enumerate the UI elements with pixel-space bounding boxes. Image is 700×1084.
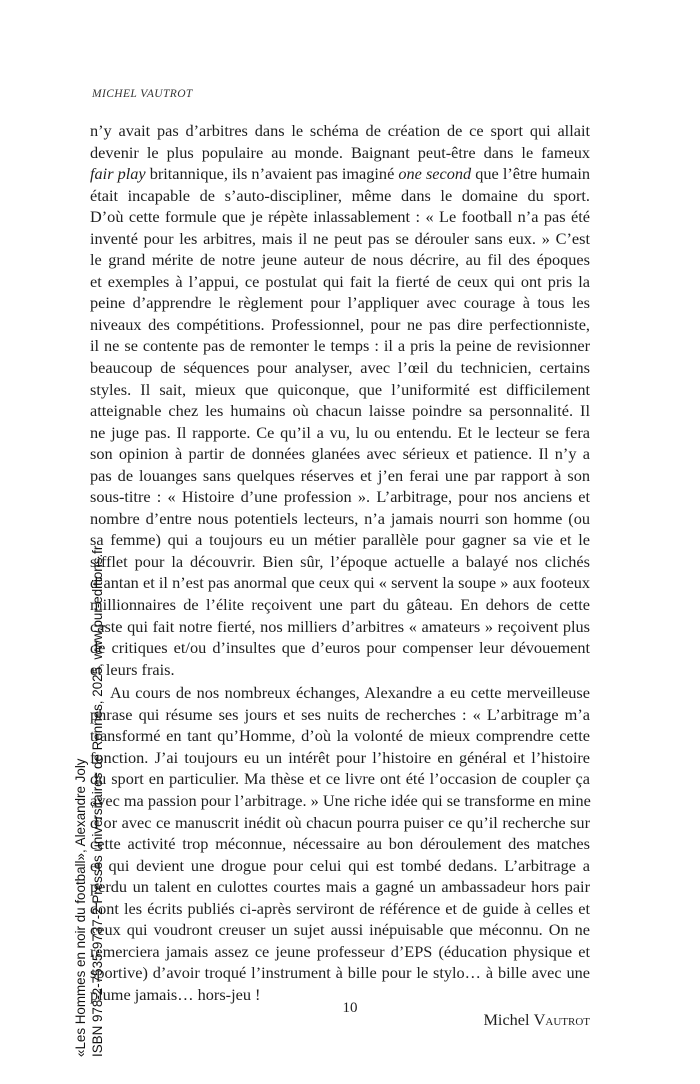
page-number: 10 <box>342 1000 358 1016</box>
text-line: et qui devient une drogue pour celui qui est tombé dedans. L’arbitrage a <box>90 855 590 875</box>
text-line: inventé pour les arbitres, mais il ne peut pas se dérouler sans eux. » C’est <box>90 228 590 248</box>
text-line: était incapable de s’auto-discipliner, même dans le domaine du sport. <box>90 185 590 205</box>
text-line: transformé en tant qu’Homme, d’où la volonté de mieux comprendre cette <box>90 726 590 746</box>
text-line: et exemples à l’appui, ce postulat qui fait la fierté de ceux qui ont pris la <box>90 271 590 291</box>
text-line: du sport en particulier. Ma thèse et ce livre ont été l’occasion de coupler ça <box>90 769 590 789</box>
text-line: sifflet pour la découvrir. Bien sûr, l’époque actuelle a balayé nos clichés <box>90 551 590 571</box>
text-line: pas de louanges sans quelques réserves et j’en ferai une par rapport à son <box>90 465 590 485</box>
text-line: remerciera jamais assez ce jeune professeur d’EPS (éducation physique et <box>90 941 590 961</box>
text-line: nombre d’entre nous potentiels lecteurs, n’a jamais nourri son homme (ou <box>90 508 590 528</box>
running-header: MICHEL VAUTROT <box>92 88 193 100</box>
text-line: sous-titre : « Histoire d’une profession ». L’arbitrage, pour nos anciens et <box>90 487 590 507</box>
text-line: millionnaires de l’élite reçoivent une part du gâteau. En dehors de cette <box>90 595 590 615</box>
text-line: perdu un talent en culottes courtes mais a gagné un ambassadeur hors pair <box>90 877 590 897</box>
text-line: et leurs frais. <box>90 659 175 679</box>
side-credit <box>72 546 106 1057</box>
text-segment: britannique, ils n’avaient pas imaginé <box>145 164 399 184</box>
paragraph-2 <box>90 682 590 1005</box>
paragraph-1 <box>90 120 590 680</box>
text-line: caste qui fait notre fierté, nos milliers d’arbitres « amateurs » reçoivent plus <box>90 616 590 636</box>
text-line: plume jamais… hors-jeu ! <box>90 984 261 1004</box>
italic-phrase: fair play <box>90 164 146 184</box>
text-line: n’y avait pas d’arbitres dans le schéma de création de ce sport qui allait <box>90 121 590 140</box>
text-line: il ne se contente pas de remonter le temps : il a pris la peine de revisionner <box>90 336 590 356</box>
body-text <box>90 120 590 1031</box>
text-line: ceux qui voudront creuser un sujet aussi inépuisable que méconnu. On ne <box>90 920 590 940</box>
text-line: de critiques et/ou d’insultes que d’euros pour compenser leur dévouement <box>90 638 590 658</box>
signature-last-name: Vautrot <box>533 1010 590 1030</box>
text-line: d’antan et il n’est pas anormal que ceux qui « servent la soupe » aux footeux <box>90 573 590 593</box>
text-line: fonction. J’ai toujours eu un intérêt pour l’histoire en général et l’histoire <box>90 747 590 767</box>
side-credit-isbn: ISBN 978-2-7535-9737-2 Presses universitaires de Rennes, 2025, www.pur-editions.fr <box>90 545 105 1057</box>
text-line: sportive) d’avoir troqué l’instrument à bille pour le stylo… à bille avec une <box>90 963 590 983</box>
text-line <box>90 163 590 185</box>
signature-first-name: Michel <box>483 1010 534 1030</box>
text-line: ne juge pas. Il rapporte. Ce qu’il a vu, lu ou entendu. Et le lecteur se fera <box>90 422 590 442</box>
text-line: niveaux des compétitions. Professionnel, pour ne pas dire perfectionniste, <box>90 314 590 334</box>
text-line: beaucoup de séquences pour analyser, avec l’œil du technicien, certains <box>90 358 590 378</box>
text-line: Au cours de nos nombreux échanges, Alexandre a eu cette merveilleuse <box>110 683 590 703</box>
text-segment: que l’être humain <box>471 164 591 184</box>
text-line: avec ma passion pour l’arbitrage. » Une riche idée qui se transforme en mine <box>90 790 591 810</box>
text-line: peine d’apprendre le règlement pour l’appliquer avec courage à tous les <box>90 293 590 313</box>
text-line: son opinion à partir de données glanées avec sérieux et patience. Il n’y a <box>90 444 590 464</box>
text-line: atteignable chez les humains où chacun laisse poindre sa personnalité. Il <box>90 401 590 421</box>
text-line: cette activité trop méconnue, nécessaire au bon déroulement des matches <box>90 834 590 854</box>
text-line: D’où cette formule que je répète inlassablement : « Le football n’a pas été <box>90 207 590 227</box>
text-line: d’or avec ce manuscrit inédit où chacun pourra puiser ce qu’il recherche sur <box>90 812 590 832</box>
side-credit-title: «Les Hommes en noir du football», Alexandre Joly <box>73 758 88 1057</box>
text-line: devenir le plus populaire au monde. Baignant peut-être dans le fameux <box>90 142 590 162</box>
text-line: le grand mérite de notre jeune auteur de nous décrire, au fil des époques <box>90 250 590 270</box>
text-line: dont les écrits publiés ci-après serviront de référence et de guide à celles et <box>90 898 590 918</box>
italic-phrase: one second <box>398 164 472 184</box>
text-line: phrase qui résume ses jours et ses nuits de recherches : « L’arbitrage m’a <box>90 704 590 724</box>
text-line: styles. Il sait, mieux que quiconque, que l’uniformité est difficilement <box>90 379 590 399</box>
text-line: sa femme) qui a toujours eu un métier parallèle pour gagner sa vie et le <box>90 530 590 550</box>
